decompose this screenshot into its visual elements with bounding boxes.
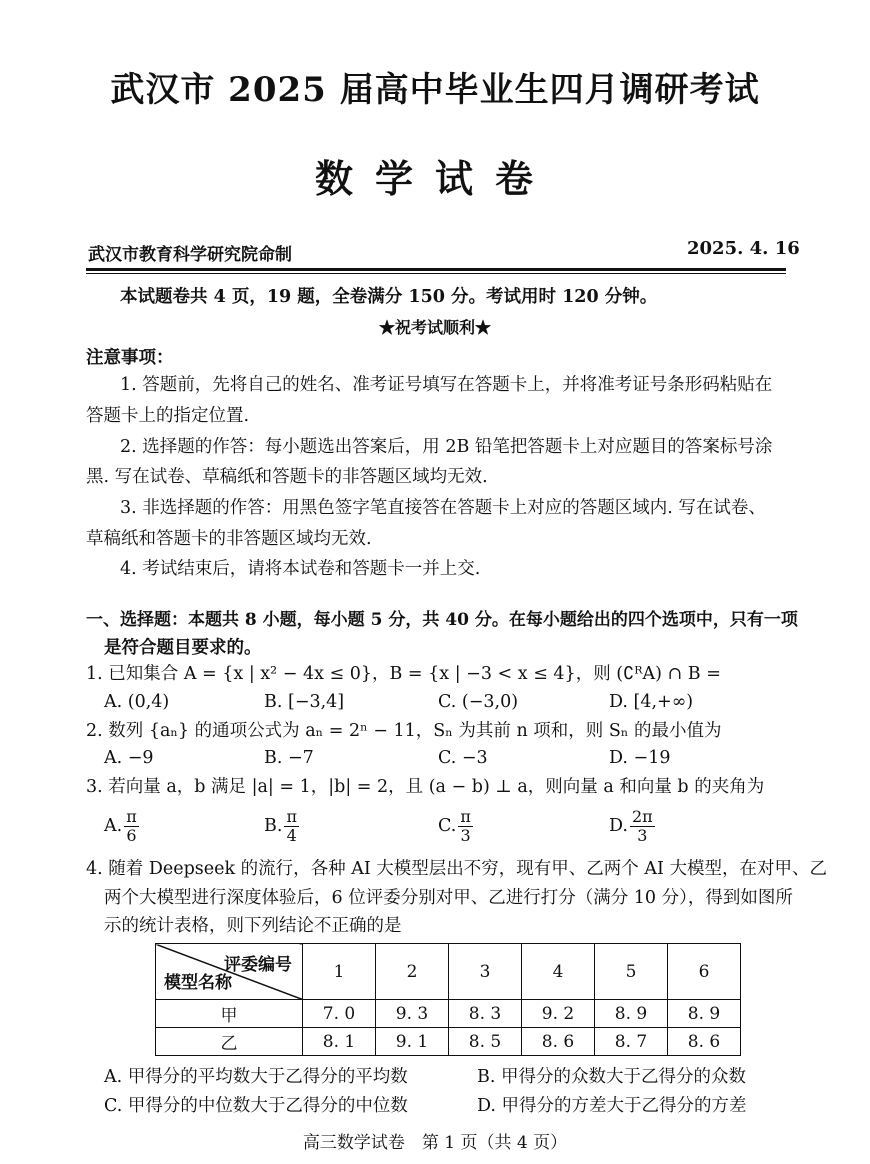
- note-line: 3. 非选择题的作答：用黑色签字笔直接答在答题卡上对应的答题区域内. 写在试卷、: [120, 498, 766, 518]
- question-4-stem-cont: 两个大模型进行深度体验后，6 位评委分别对甲、乙进行打分（满分 10 分），得到如图所: [104, 888, 793, 908]
- score-cell: 7. 0: [303, 1000, 376, 1028]
- fraction-numerator: π: [286, 807, 297, 826]
- judge-number: 6: [668, 944, 741, 1000]
- score-cell: 8. 7: [595, 1028, 668, 1056]
- question-4-stem-cont: 示的统计表格，则下列结论不正确的是: [104, 916, 402, 936]
- table-row: [156, 1028, 741, 1056]
- paper-subtitle: 数学试卷: [314, 156, 555, 201]
- section-heading-cont: 是符合题目要求的。: [104, 638, 262, 658]
- judge-number: 3: [449, 944, 522, 1000]
- q1-option-d: D. [4,+∞): [609, 692, 694, 712]
- table-header-row: [156, 944, 741, 1000]
- corner-label-models: 模型名称: [164, 973, 232, 993]
- fraction: [284, 808, 299, 845]
- q2-option-c: C. −3: [438, 748, 488, 768]
- judge-number: 2: [376, 944, 449, 1000]
- score-cell: 9. 3: [376, 1000, 449, 1028]
- note-line: 答题卡上的指定位置.: [86, 406, 250, 426]
- section-heading: 一、选择题：本题共 8 小题，每小题 5 分，共 40 分。在每小题给出的四个选项中，只有一项: [86, 610, 798, 630]
- fraction-numerator: π: [126, 807, 137, 826]
- question-1-stem: 1. 已知集合 A = {x | x² − 4x ≤ 0}，B = {x | −3 < x ≤ 4}，则 (∁ᴿA) ∩ B =: [86, 664, 721, 684]
- note-line: 1. 答题前，先将自己的姓名、准考证号填写在答题卡上，并将准考证号条形码粘贴在: [120, 375, 773, 395]
- model-name: 甲: [156, 1000, 303, 1028]
- option-label: B.: [264, 816, 283, 836]
- q1-option-c: C. (−3,0): [438, 692, 519, 712]
- issuer: 武汉市教育科学研究院命制: [88, 245, 292, 265]
- score-cell: 8. 1: [303, 1028, 376, 1056]
- judge-number: 1: [303, 944, 376, 1000]
- option-label: A.: [104, 816, 123, 836]
- fraction: [458, 808, 473, 845]
- corner-cell: [156, 944, 303, 1000]
- header-rule-thin: [86, 273, 786, 274]
- fraction: [630, 808, 655, 845]
- q2-option-b: B. −7: [264, 748, 314, 768]
- judge-number: 4: [522, 944, 595, 1000]
- exam-title: 武汉市 2025 届高中毕业生四月调研考试: [110, 70, 760, 110]
- corner-label-judges: 评委编号: [224, 955, 292, 975]
- option-label: C.: [438, 816, 457, 836]
- q3-option-d: [609, 808, 655, 845]
- table-row: [156, 1000, 741, 1028]
- good-luck-banner: ★祝考试顺利★: [378, 318, 491, 337]
- q3-option-c: [438, 808, 473, 845]
- question-4-stem: 4. 随着 Deepseek 的流行，各种 AI 大模型层出不穷，现有甲、乙两个 AI 大模型，在对甲、乙: [86, 859, 827, 879]
- fraction-denominator: 3: [637, 826, 648, 845]
- note-line: 4. 考试结束后，请将本试卷和答题卡一并上交.: [120, 559, 481, 579]
- q4-option-a: A. 甲得分的平均数大于乙得分的平均数: [104, 1067, 408, 1087]
- q4-option-d: D. 甲得分的方差大于乙得分的方差: [477, 1096, 747, 1116]
- q2-option-d: D. −19: [609, 748, 671, 768]
- q3-option-a: [104, 808, 139, 845]
- fraction: [124, 808, 139, 845]
- note-line: 2. 选择题的作答：每小题选出答案后，用 2B 铅笔把答题卡上对应题目的答案标号涂: [120, 437, 773, 457]
- score-cell: 8. 3: [449, 1000, 522, 1028]
- page-footer: 高三数学试卷 第 1 页（共 4 页）: [302, 1133, 568, 1153]
- question-2-stem: 2. 数列 {aₙ} 的通项公式为 aₙ = 2ⁿ − 11，Sₙ 为其前 n 项和，则 Sₙ 的最小值为: [86, 721, 722, 741]
- q4-option-b: B. 甲得分的众数大于乙得分的众数: [477, 1067, 746, 1087]
- score-cell: 8. 5: [449, 1028, 522, 1056]
- notes-heading: 注意事项：: [86, 348, 174, 368]
- score-cell: 8. 6: [668, 1028, 741, 1056]
- exam-date: 2025. 4. 16: [687, 238, 800, 259]
- q1-option-b: B. [−3,4]: [264, 692, 345, 712]
- q1-option-a: A. (0,4): [104, 692, 170, 712]
- fraction-denominator: 4: [286, 826, 297, 845]
- score-cell: 9. 1: [376, 1028, 449, 1056]
- q4-option-c: C. 甲得分的中位数大于乙得分的中位数: [104, 1096, 408, 1116]
- score-cell: 8. 9: [668, 1000, 741, 1028]
- score-cell: 8. 9: [595, 1000, 668, 1028]
- option-label: D.: [609, 816, 628, 836]
- note-line: 黑. 写在试卷、草稿纸和答题卡的非答题区域均无效.: [86, 467, 488, 487]
- score-cell: 8. 6: [522, 1028, 595, 1056]
- judge-number: 5: [595, 944, 668, 1000]
- q3-option-b: [264, 808, 299, 845]
- fraction-numerator: 2π: [631, 807, 653, 826]
- note-line: 草稿纸和答题卡的非答题区域均无效.: [86, 529, 372, 549]
- exam-summary: 本试题卷共 4 页，19 题，全卷满分 150 分。考试用时 120 分钟。: [120, 287, 658, 307]
- fraction-numerator: π: [460, 807, 471, 826]
- fraction-denominator: 3: [460, 826, 471, 845]
- question-3-stem: 3. 若向量 a，b 满足 |a| = 1，|b| = 2，且 (a − b) ⊥ a，则向量 a 和向量 b 的夹角为: [86, 777, 765, 797]
- fraction-denominator: 6: [126, 826, 137, 845]
- header-rule-thick: [86, 268, 786, 271]
- model-name: 乙: [156, 1028, 303, 1056]
- score-table: [155, 943, 741, 1056]
- score-cell: 9. 2: [522, 1000, 595, 1028]
- q2-option-a: A. −9: [104, 748, 154, 768]
